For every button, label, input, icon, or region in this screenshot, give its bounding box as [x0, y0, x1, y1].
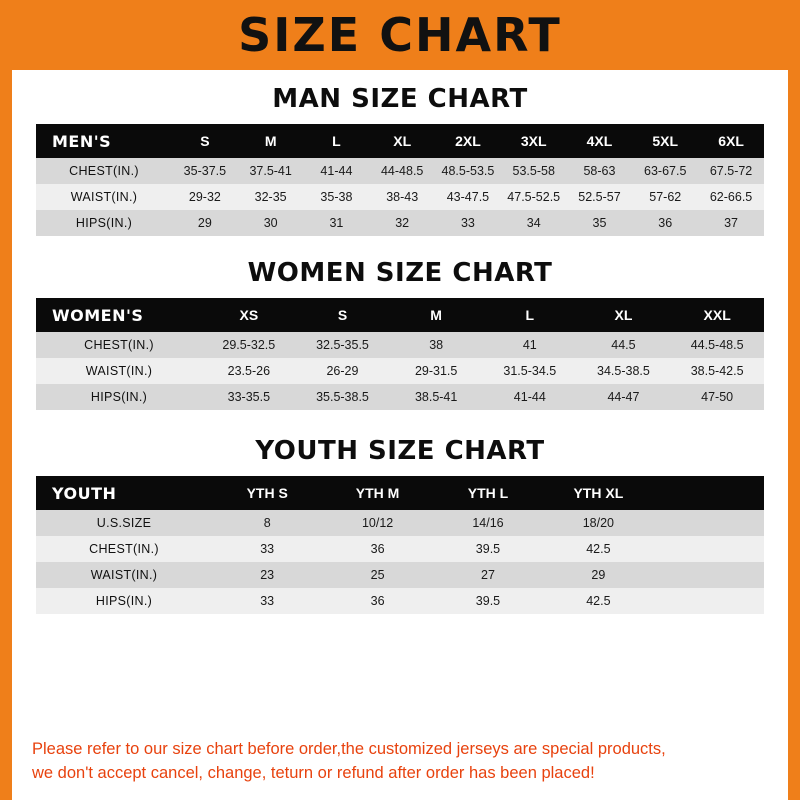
table-row [36, 536, 764, 562]
men-size-table [36, 124, 764, 236]
women-chest-s: 32.5-35.5 [296, 332, 390, 358]
women-hips-m: 38.5-41 [389, 384, 483, 410]
women-col-xxl: XXL [670, 298, 764, 332]
men-waist-3xl: 47.5-52.5 [501, 184, 567, 210]
youth-corner-label: YOUTH [36, 476, 212, 510]
women-waist-xl: 34.5-38.5 [577, 358, 671, 384]
youth-ussize-empty [654, 510, 764, 536]
youth-chest-empty [654, 536, 764, 562]
men-col-s: S [172, 124, 238, 158]
youth-ussize-xl: 18/20 [543, 510, 653, 536]
youth-waist-empty [654, 562, 764, 588]
women-size-table [36, 298, 764, 410]
table-header-row [36, 298, 764, 332]
women-hips-l: 41-44 [483, 384, 577, 410]
men-row-label-chest: CHEST(IN.) [36, 158, 172, 184]
men-col-2xl: 2XL [435, 124, 501, 158]
table-header-row [36, 124, 764, 158]
men-hips-3xl: 34 [501, 210, 567, 236]
footnote [32, 738, 768, 786]
men-col-xl: XL [369, 124, 435, 158]
youth-col-xl: YTH XL [543, 476, 653, 510]
women-hips-xl: 44-47 [577, 384, 671, 410]
youth-hips-l: 39.5 [433, 588, 543, 614]
youth-waist-m: 25 [322, 562, 432, 588]
women-col-xl: XL [577, 298, 671, 332]
men-waist-2xl: 43-47.5 [435, 184, 501, 210]
men-chest-xl: 44-48.5 [369, 158, 435, 184]
youth-size-table [36, 476, 764, 614]
youth-col-l: YTH L [433, 476, 543, 510]
youth-waist-l: 27 [433, 562, 543, 588]
youth-row-label-hips: HIPS(IN.) [36, 588, 212, 614]
women-hips-s: 35.5-38.5 [296, 384, 390, 410]
women-corner-label: WOMEN'S [36, 298, 202, 332]
men-waist-l: 35-38 [304, 184, 370, 210]
women-chest-m: 38 [389, 332, 483, 358]
table-row [36, 358, 764, 384]
men-chest-s: 35-37.5 [172, 158, 238, 184]
women-row-label-waist: WAIST(IN.) [36, 358, 202, 384]
women-col-l: L [483, 298, 577, 332]
women-col-xs: XS [202, 298, 296, 332]
table-row [36, 562, 764, 588]
table-row [36, 158, 764, 184]
men-chest-l: 41-44 [304, 158, 370, 184]
men-row-label-waist: WAIST(IN.) [36, 184, 172, 210]
men-hips-2xl: 33 [435, 210, 501, 236]
women-col-m: M [389, 298, 483, 332]
table-row [36, 588, 764, 614]
section-title-man: MAN SIZE CHART [272, 84, 528, 114]
men-hips-4xl: 35 [567, 210, 633, 236]
men-hips-m: 30 [238, 210, 304, 236]
men-col-l: L [304, 124, 370, 158]
youth-ussize-m: 10/12 [322, 510, 432, 536]
men-hips-xl: 32 [369, 210, 435, 236]
men-chest-4xl: 58-63 [567, 158, 633, 184]
women-waist-m: 29-31.5 [389, 358, 483, 384]
men-corner-label: MEN'S [36, 124, 172, 158]
youth-col-empty [654, 476, 764, 510]
women-chest-xs: 29.5-32.5 [202, 332, 296, 358]
men-col-m: M [238, 124, 304, 158]
men-col-5xl: 5XL [632, 124, 698, 158]
women-hips-xxl: 47-50 [670, 384, 764, 410]
table-header-row [36, 476, 764, 510]
youth-hips-m: 36 [322, 588, 432, 614]
section-title-youth: YOUTH SIZE CHART [255, 436, 545, 466]
youth-row-label-waist: WAIST(IN.) [36, 562, 212, 588]
banner [0, 0, 800, 70]
footnote-line-2: we don't accept cancel, change, teturn or refund after order has been placed! [32, 764, 595, 783]
women-row-label-chest: CHEST(IN.) [36, 332, 202, 358]
women-chest-l: 41 [483, 332, 577, 358]
men-chest-6xl: 67.5-72 [698, 158, 764, 184]
men-chest-m: 37.5-41 [238, 158, 304, 184]
men-hips-6xl: 37 [698, 210, 764, 236]
youth-waist-xl: 29 [543, 562, 653, 588]
men-col-6xl: 6XL [698, 124, 764, 158]
men-waist-5xl: 57-62 [632, 184, 698, 210]
youth-row-label-chest: CHEST(IN.) [36, 536, 212, 562]
table-row [36, 332, 764, 358]
youth-row-label-ussize: U.S.SIZE [36, 510, 212, 536]
section-title-women: WOMEN SIZE CHART [247, 258, 553, 288]
men-col-4xl: 4XL [567, 124, 633, 158]
table-row [36, 210, 764, 236]
women-row-label-hips: HIPS(IN.) [36, 384, 202, 410]
youth-ussize-s: 8 [212, 510, 322, 536]
women-waist-xxl: 38.5-42.5 [670, 358, 764, 384]
women-hips-xs: 33-35.5 [202, 384, 296, 410]
men-waist-4xl: 52.5-57 [567, 184, 633, 210]
men-hips-5xl: 36 [632, 210, 698, 236]
youth-col-s: YTH S [212, 476, 322, 510]
footnote-line-1: Please refer to our size chart before order,the customized jerseys are special products, [32, 740, 666, 759]
men-waist-xl: 38-43 [369, 184, 435, 210]
youth-chest-xl: 42.5 [543, 536, 653, 562]
women-chest-xl: 44.5 [577, 332, 671, 358]
women-chest-xxl: 44.5-48.5 [670, 332, 764, 358]
youth-chest-l: 39.5 [433, 536, 543, 562]
youth-ussize-l: 14/16 [433, 510, 543, 536]
men-chest-5xl: 63-67.5 [632, 158, 698, 184]
youth-waist-s: 23 [212, 562, 322, 588]
women-waist-s: 26-29 [296, 358, 390, 384]
men-hips-l: 31 [304, 210, 370, 236]
men-waist-m: 32-35 [238, 184, 304, 210]
youth-hips-s: 33 [212, 588, 322, 614]
table-row [36, 510, 764, 536]
youth-col-m: YTH M [322, 476, 432, 510]
men-waist-6xl: 62-66.5 [698, 184, 764, 210]
men-hips-s: 29 [172, 210, 238, 236]
men-chest-3xl: 53.5-58 [501, 158, 567, 184]
men-row-label-hips: HIPS(IN.) [36, 210, 172, 236]
page-title: SIZE CHART [238, 8, 562, 62]
men-chest-2xl: 48.5-53.5 [435, 158, 501, 184]
youth-hips-empty [654, 588, 764, 614]
women-waist-xs: 23.5-26 [202, 358, 296, 384]
women-waist-l: 31.5-34.5 [483, 358, 577, 384]
men-waist-s: 29-32 [172, 184, 238, 210]
youth-hips-xl: 42.5 [543, 588, 653, 614]
women-col-s: S [296, 298, 390, 332]
youth-chest-s: 33 [212, 536, 322, 562]
table-row [36, 384, 764, 410]
table-row [36, 184, 764, 210]
youth-chest-m: 36 [322, 536, 432, 562]
men-col-3xl: 3XL [501, 124, 567, 158]
